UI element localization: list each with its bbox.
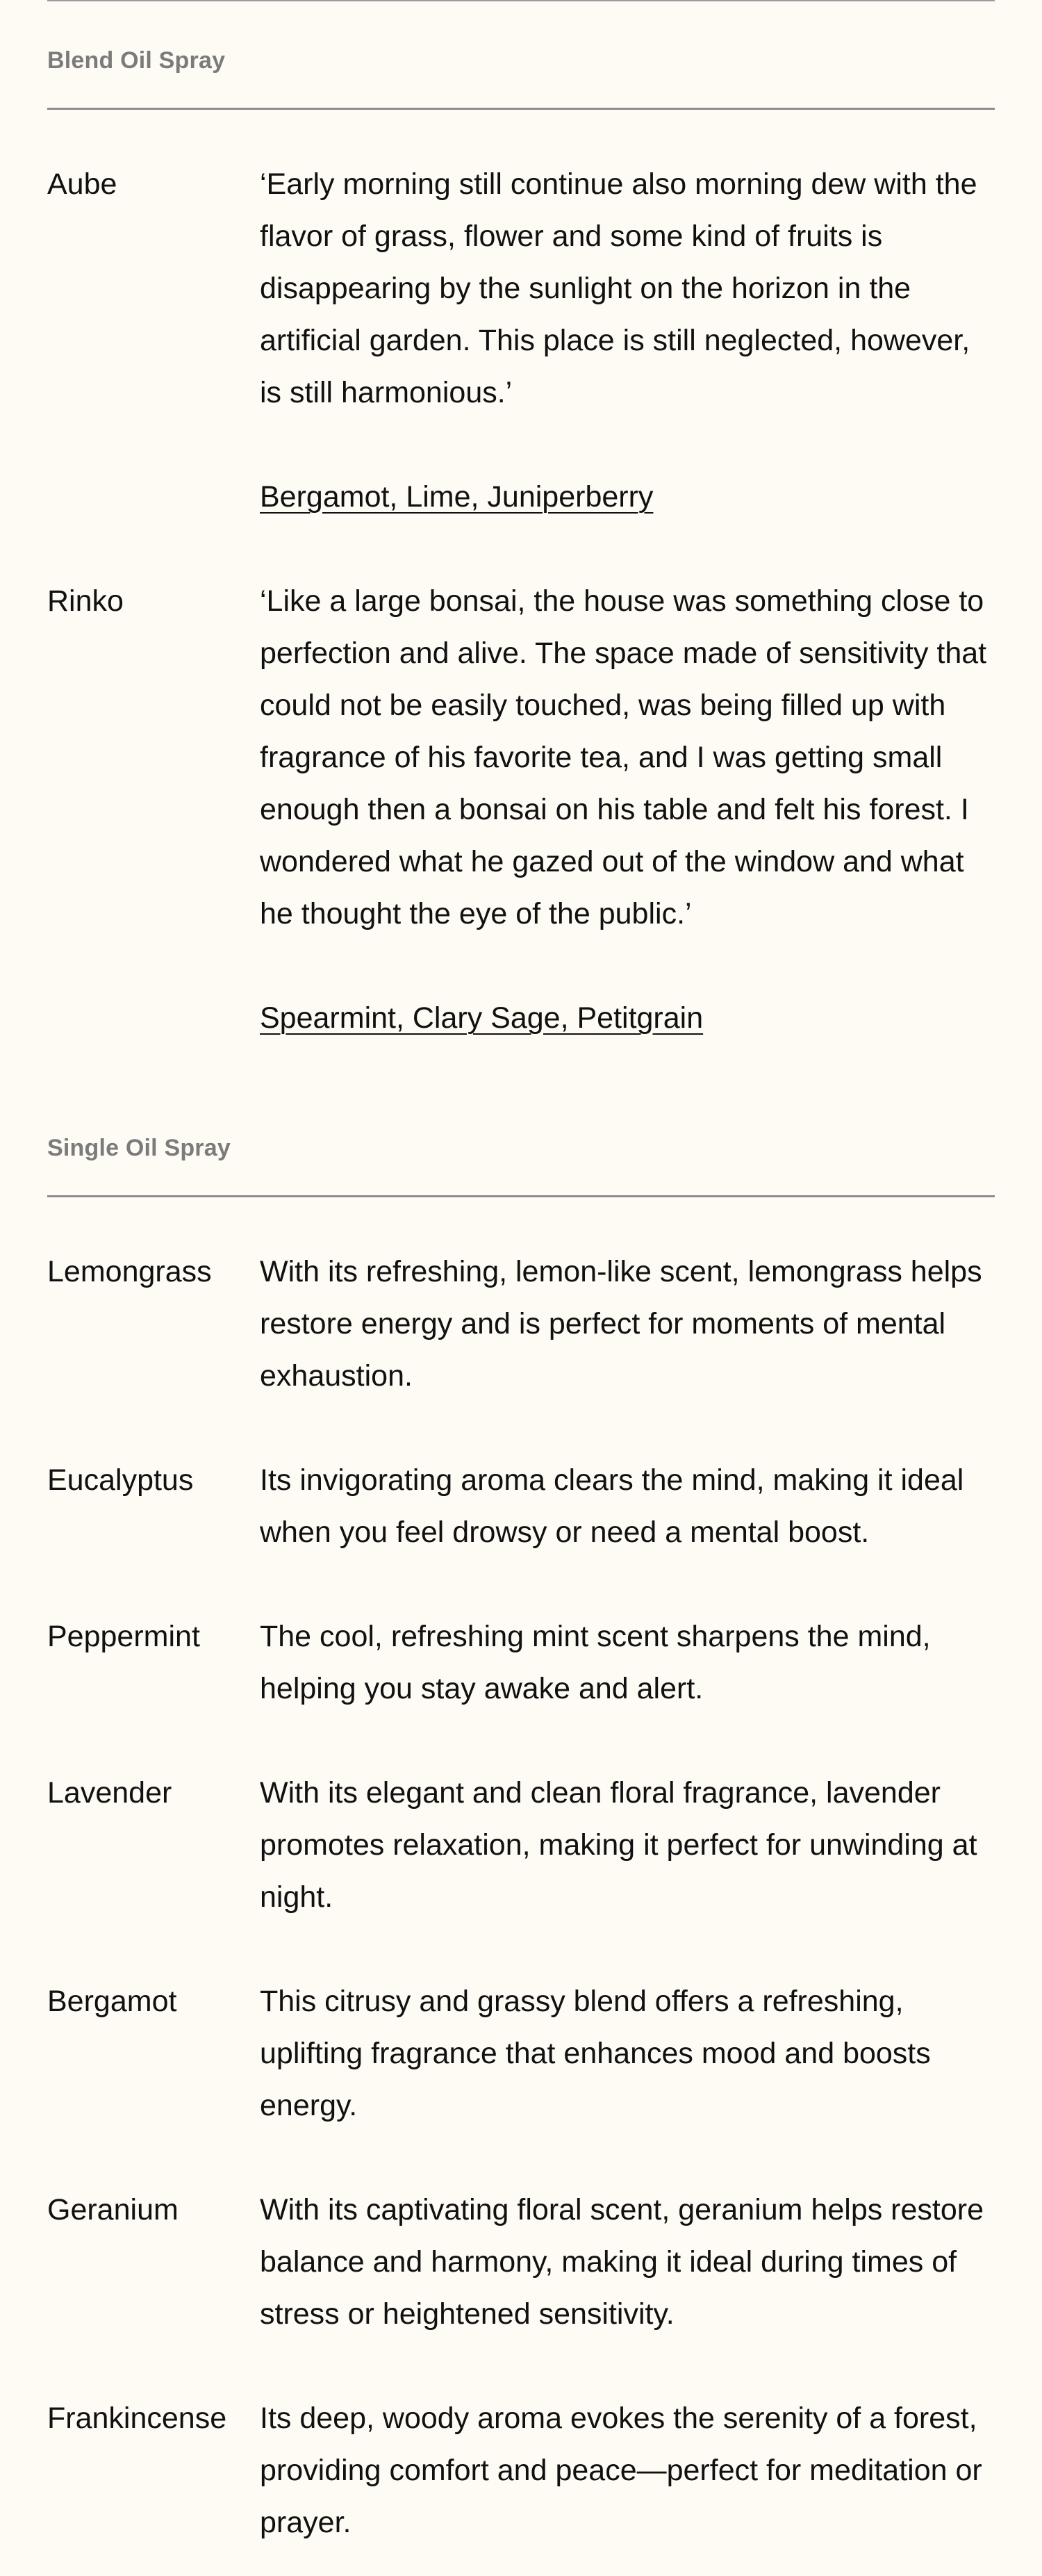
single-item-description: Its deep, woody aroma evokes the serenity of a forest, providing comfort and peace—perfect for meditation or prayer.	[260, 2402, 982, 2539]
single-item-body	[260, 2184, 995, 2340]
single-item-body	[260, 1611, 995, 1715]
single-item-bergamot	[47, 1976, 995, 2132]
single-item-body	[260, 1976, 995, 2132]
single-item-lavender	[47, 1767, 995, 1923]
single-item-description: Its invigorating aroma clears the mind, making it ideal when you feel drowsy or need a mental boost.	[260, 1463, 964, 1549]
single-item-name: Eucalyptus	[47, 1463, 194, 1497]
single-item-name: Lavender	[47, 1776, 172, 1810]
section-divider	[47, 1195, 995, 1197]
single-item-body	[260, 1454, 995, 1559]
blend-item-name: Aube	[47, 167, 117, 201]
blend-item-name: Rinko	[47, 584, 124, 618]
blend-item-body	[260, 158, 995, 523]
blend-oil-spray-section	[47, 47, 995, 1044]
blend-item-description: ‘Early morning still continue also morning dew with the flavor of grass, flower and some kind of fruits is disappearing by the sunlight on the horizon in the artificial garden. This place is still neglected, however, is still harmonious.’	[260, 167, 977, 409]
single-item-name: Lemongrass	[47, 1255, 212, 1288]
single-item-description: With its captivating floral scent, geranium helps restore balance and harmony, making it ideal during times of stress or heightened sensitivity.	[260, 2193, 984, 2331]
single-item-description: With its refreshing, lemon-like scent, lemongrass helps restore energy and is perfect for moments of mental exhaustion.	[260, 1255, 982, 1393]
single-item-name: Bergamot	[47, 1985, 177, 2018]
single-item-name: Geranium	[47, 2193, 179, 2226]
single-item-description: The cool, refreshing mint scent sharpens the mind, helping you stay awake and alert.	[260, 1620, 931, 1705]
single-item-lemongrass	[47, 1246, 995, 1402]
single-item-peppermint	[47, 1611, 995, 1715]
section-divider	[47, 108, 995, 110]
blend-item-notes-link[interactable]: Bergamot, Lime, Juniperberry	[260, 480, 654, 514]
single-item-body	[260, 1767, 995, 1923]
single-item-description: With its elegant and clean floral fragrance, lavender promotes relaxation, making it perfect for unwinding at night.	[260, 1776, 977, 1914]
blend-item-rinko	[47, 575, 995, 1044]
single-item-description: This citrusy and grassy blend offers a refreshing, uplifting fragrance that enhances mood and boosts energy.	[260, 1985, 931, 2122]
single-item-eucalyptus	[47, 1454, 995, 1559]
section-title: Blend Oil Spray	[47, 47, 226, 74]
single-list	[47, 1246, 995, 2549]
blend-item-description: ‘Like a large bonsai, the house was something close to perfection and alive. The space made of sensitivity that could not be easily touched, was being filled up with fragrance of his favorite tea, and I was getting small enough then a bonsai on his table and felt his forest. I wondered what he gazed out of the window and what he thought the eye of the public.’	[260, 584, 987, 930]
single-oil-spray-section	[47, 1134, 995, 2549]
single-item-frankincense	[47, 2393, 995, 2549]
single-item-body	[260, 2393, 995, 2549]
blend-item-body	[260, 575, 995, 1044]
single-item-geranium	[47, 2184, 995, 2340]
single-item-name: Frankincense	[47, 2402, 227, 2435]
single-item-body	[260, 1246, 995, 1402]
blend-item-aube	[47, 158, 995, 523]
blend-list	[47, 158, 995, 1044]
section-title: Single Oil Spray	[47, 1135, 231, 1161]
top-divider	[47, 0, 995, 1]
single-item-name: Peppermint	[47, 1620, 200, 1653]
blend-item-notes-link[interactable]: Spearmint, Clary Sage, Petitgrain	[260, 1001, 704, 1035]
